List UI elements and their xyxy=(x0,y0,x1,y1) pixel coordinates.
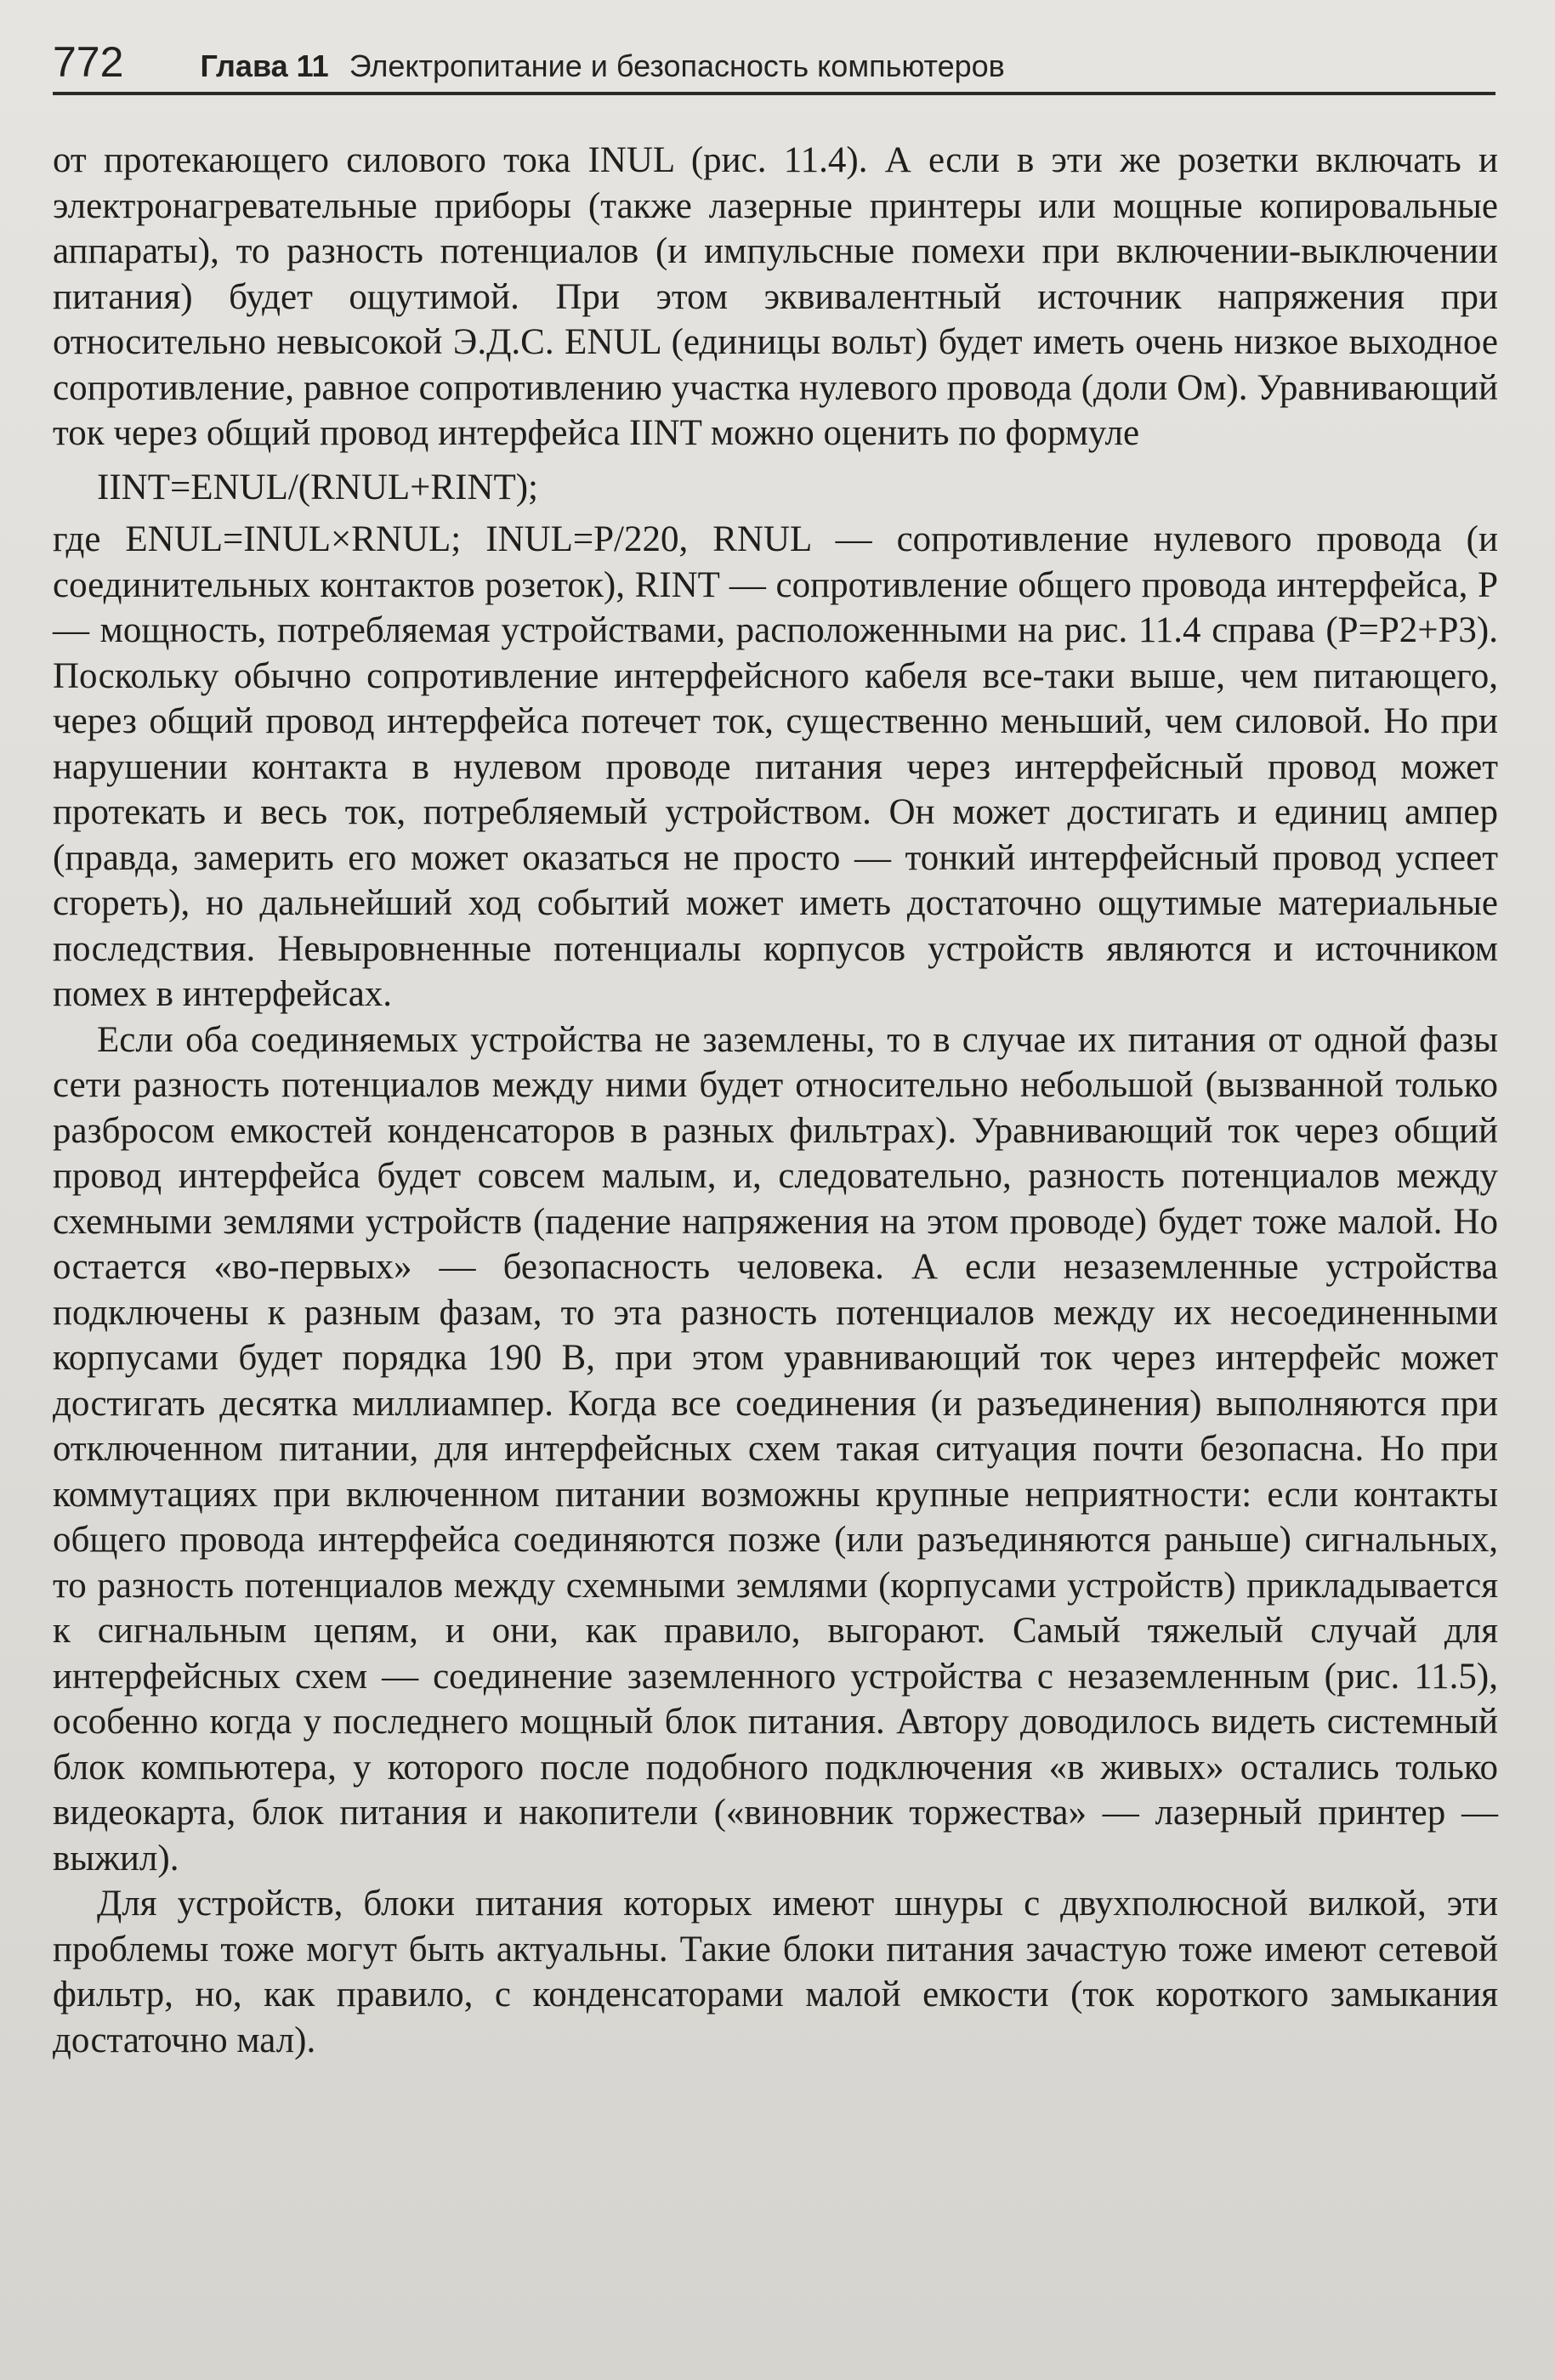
page-number: 772 xyxy=(53,38,124,86)
paragraph: Для устройств, блоки питания которых имеют шнуры с двухполюсной вилкой, эти проблемы тоже могут быть актуальны. Такие блоки питания зачастую тоже имеют сетевой фильтр, но, как правило, с конденсаторами малой емкости (ток короткого замыкания достаточно мал). xyxy=(53,1884,1498,2060)
chapter-label: Глава 11 xyxy=(200,48,329,84)
running-header xyxy=(53,27,1495,95)
formula: IINT=ENUL/(RNUL+RINT); xyxy=(97,467,539,507)
paragraph: Если оба соединяемых устройства не заземлены, то в случае их питания от одной фазы сети разность потенциалов между ними будет относительно небольшой (вызванной только разбросом емкостей конденсаторов в разных фильтрах). Уравнивающий ток через общий провод интерфейса будет совсем малым, и, следовательно, разность потенциалов между схемными землями устройств (падение напряжения на этом проводе) будет тоже малой. Но остается «во-первых» — безопасность человека. А если незаземленные устройства подключены к разным фазам, то эта разность потенциалов между их несоединенными корпусами будет порядка 190 В, при этом уравнивающий ток через интерфейс может достигать десятка миллиампер. Когда все соединения (и разъединения) выполняются при отключенном питании, для интерфейсных схем такая ситуация почти безопасна. Но при коммутациях при включенном питании возможны крупные неприятности: если контакты общего провода интерфейса соединяются позже (или разъединяются раньше) сигнальных, то разность потенциалов между схемными землями (корпусами устройств) прикладывается к сигнальным цепям, и они, как правило, выгорают. Самый тяжелый случай для интерфейсных схем — соединение заземленного устройства с незаземленным (рис. 11.5), особенно когда у последнего мощный блок питания. Автору доводилось видеть системный блок компьютера, у которого после подобного подключения «в живых» остались только видеокарта, блок питания и накопители («виновник торжества» — лазерный принтер — выжил). xyxy=(53,1019,1498,1878)
chapter-title: Электропитание и безопасность компьютеров xyxy=(349,48,1005,84)
paragraph: от протекающего силового тока INUL (рис. 11.4). А если в эти же розетки включать и электронагревательные приборы (также лазерные принтеры или мощные копировальные аппараты), то разность потенциалов (и импульсные помехи при включении-выключении питания) будет ощутимой. При этом эквивалентный источник напряжения при относительно невысокой Э.Д.С. ENUL (единицы вольт) будет иметь очень низкое выходное сопротивление, равное сопротивлению участка нулевого провода (доли Ом). Уравнивающий ток через общий провод интерфейса IINT можно оценить по формуле xyxy=(53,140,1498,453)
page-body xyxy=(53,138,1498,2063)
paragraph: где ENUL=INUL×RNUL; INUL=P/220, RNUL — сопротивление нулевого провода (и соединительных контактов розеток), RINT — сопротивление общего провода интерфейса, P — мощность, потребляемая устройствами, расположенными на рис. 11.4 справа (P=P2+P3). Поскольку обычно сопротивление интерфейсного кабеля все-таки выше, чем питающего, через общий провод интерфейса потечет ток, существенно меньший, чем силовой. Но при нарушении контакта в нулевом проводе питания через интерфейсный провод может протекать и весь ток, потребляемый устройством. Он может достигать и единиц ампер (правда, замерить его может оказаться не просто — тонкий интерфейсный провод успеет сгореть), но дальнейший ход событий может иметь достаточно ощутимые материальные последствия. Невыровненные потенциалы корпусов устройств являются и источником помех в интерфейсах. xyxy=(53,519,1498,1014)
